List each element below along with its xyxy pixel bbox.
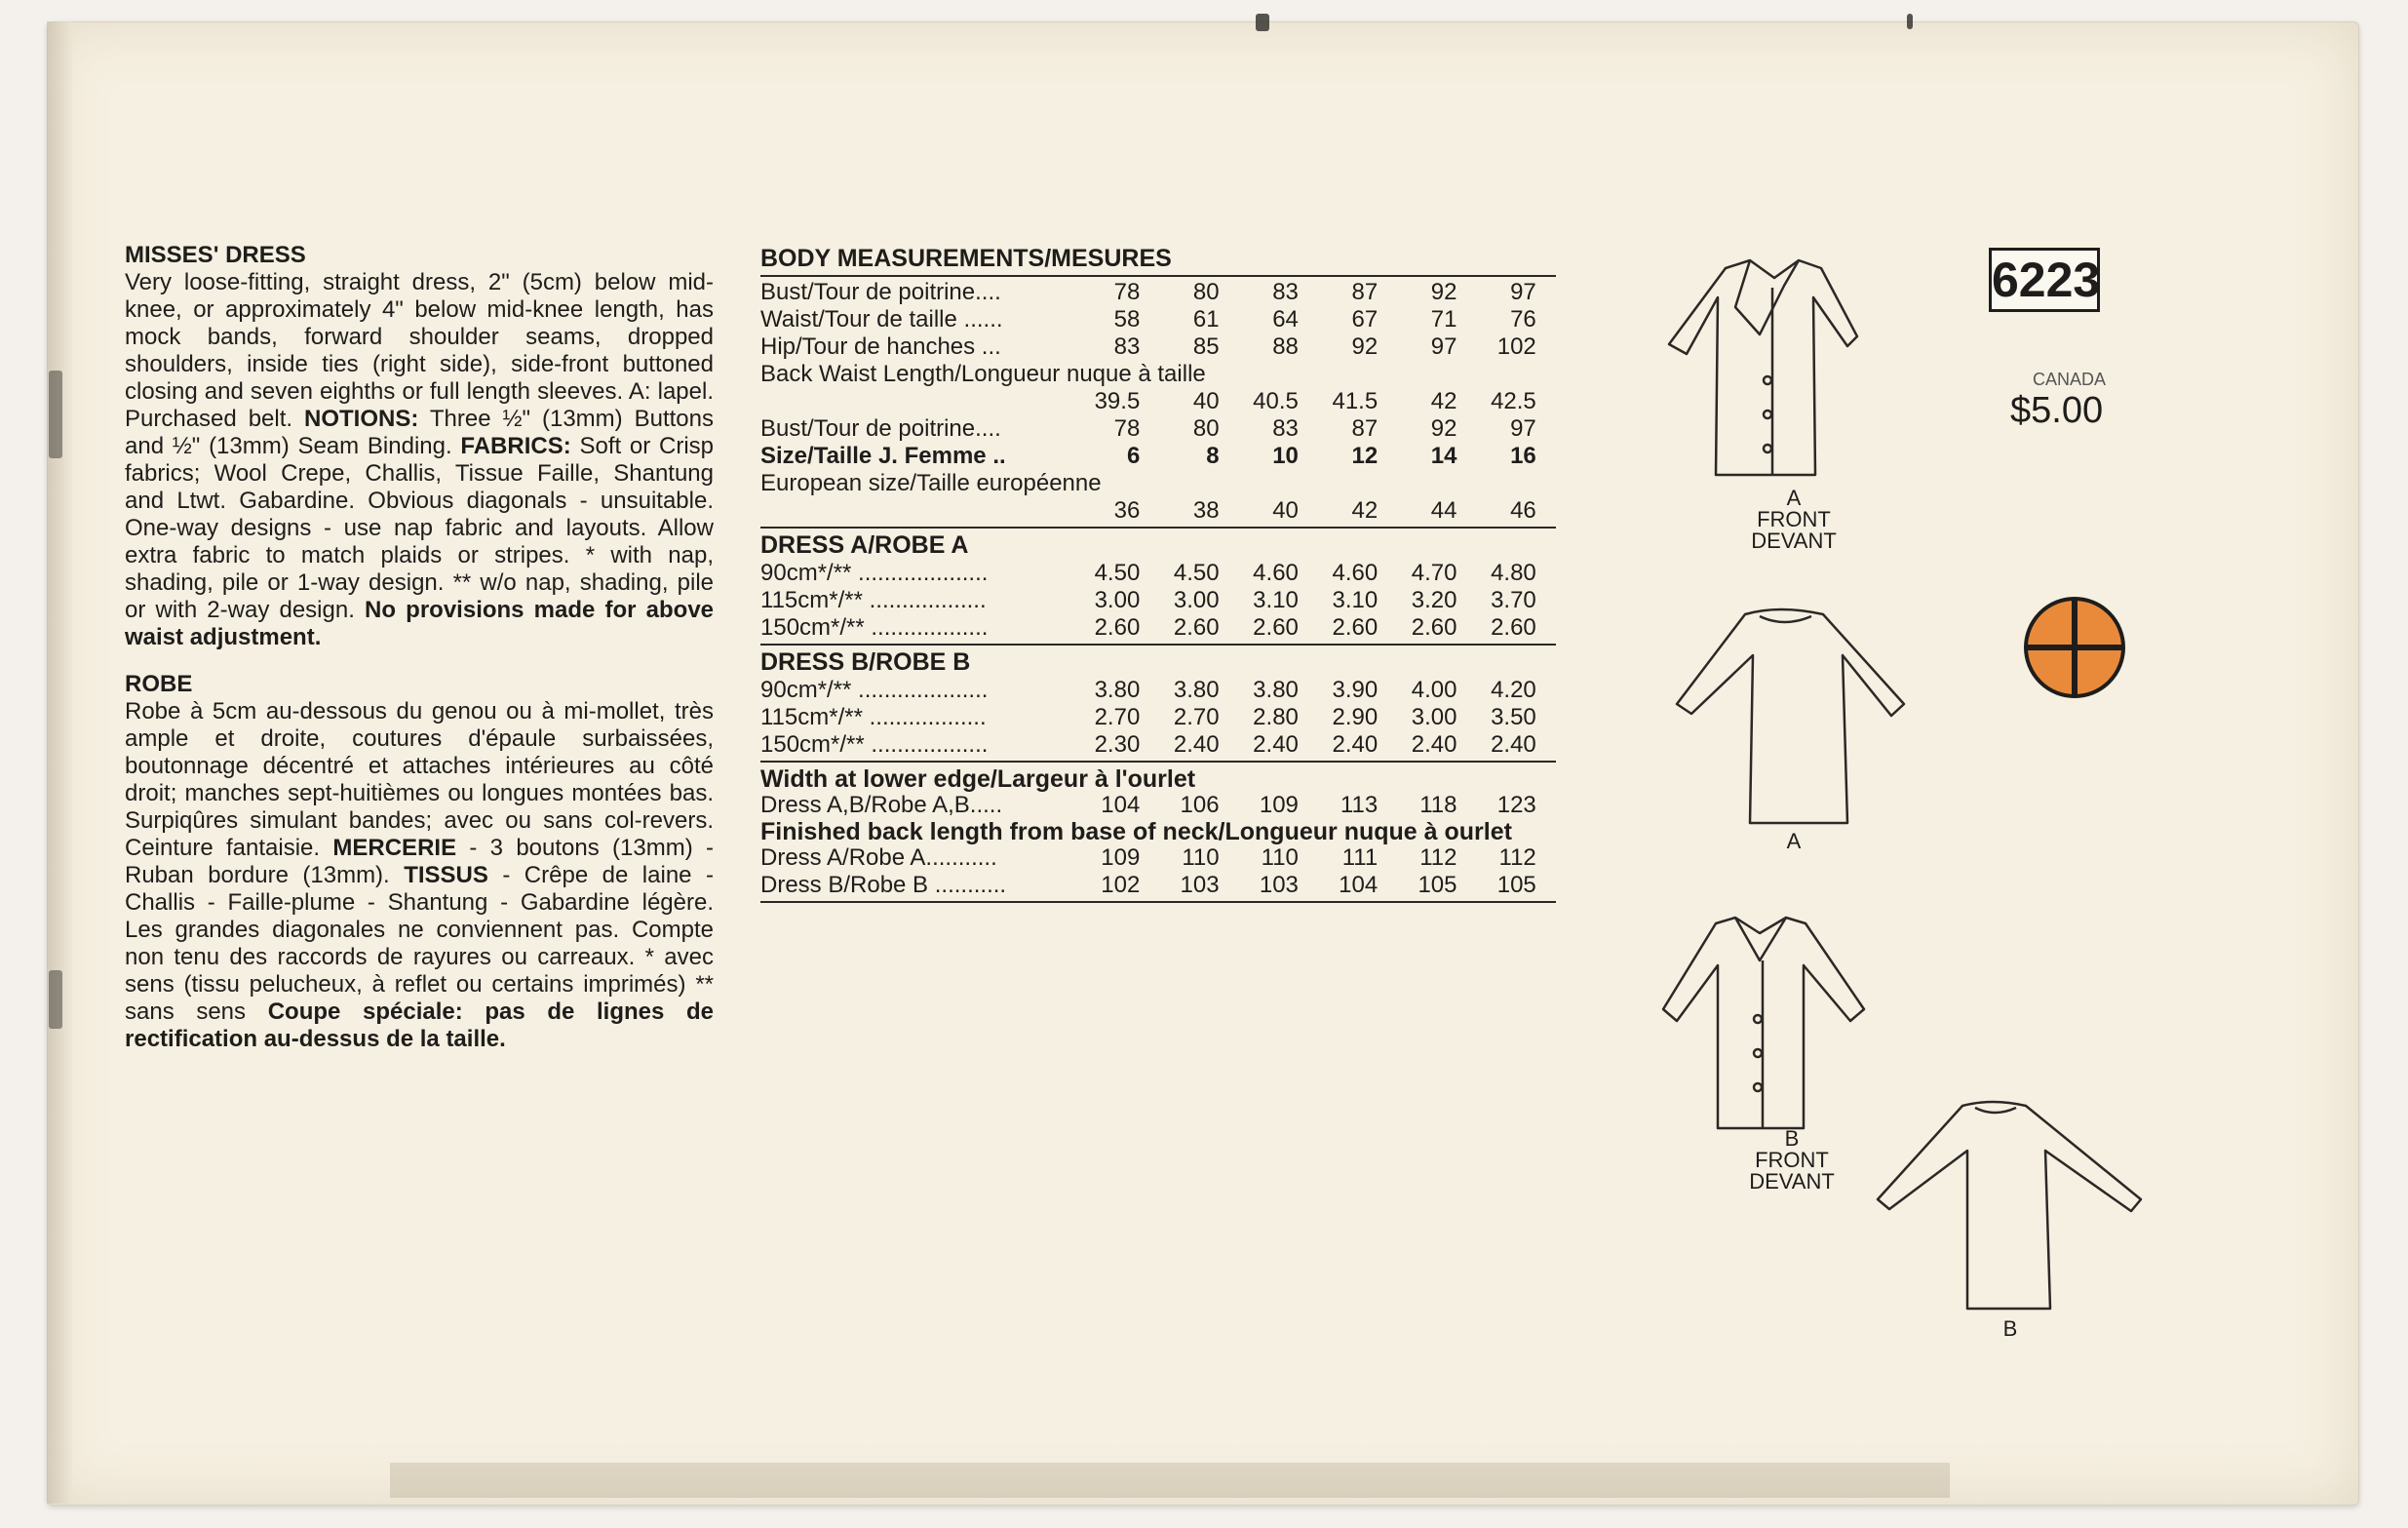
table-cell: 92 <box>1430 279 1457 305</box>
dress-title: MISSES' DRESS <box>125 242 306 268</box>
crosshair-logo-icon <box>2024 597 2125 698</box>
mercerie-text: - 3 boutons (13mm) - Ruban bordure (13mm). <box>125 835 715 888</box>
edge-stain <box>49 970 62 1029</box>
robe-description-text: Robe à 5cm au-dessous du genou ou à mi-mollet, très ample et droite, coutures d'épaule surbaissées, boutonnage décentré et attaches intérieures au côté droit; manches sept-huitièmes ou longues montées bas. Surpiqûres simulant bandes; avec ou sans col-revers. Ceinture fantaisie. <box>125 698 714 861</box>
table-cell: 83 <box>1272 415 1299 442</box>
caption-b-front <box>1733 1128 1850 1193</box>
table-cell: 46 <box>1510 497 1536 524</box>
table-cell: 3.20 <box>1411 587 1457 613</box>
price: $5.00 <box>2010 390 2104 431</box>
caption-devant: DEVANT <box>1751 529 1837 553</box>
table-cell: 39.5 <box>1094 388 1141 414</box>
table-row <box>760 279 1556 306</box>
row-values <box>1061 306 1556 333</box>
row-label: 115cm*/** .................. <box>760 587 987 613</box>
dress-description <box>125 269 714 651</box>
table-cell: 40.5 <box>1253 388 1299 414</box>
table-cell: 2.70 <box>1173 704 1220 730</box>
table-cell: 3.00 <box>1411 704 1457 730</box>
table-cell: 58 <box>1113 306 1141 333</box>
measurements-table <box>760 244 1556 905</box>
row-values <box>1061 497 1556 525</box>
table-cell: 4.00 <box>1411 677 1457 703</box>
table-cell: 2.40 <box>1411 731 1457 758</box>
table-cell: 2.60 <box>1173 614 1220 641</box>
table-cell: 102 <box>1101 872 1141 898</box>
table-cell: 112 <box>1498 844 1536 871</box>
table-cell: 78 <box>1113 279 1141 305</box>
table-row <box>760 415 1556 443</box>
table-cell: 41.5 <box>1332 388 1379 414</box>
table-cell: 2.60 <box>1491 614 1536 641</box>
table-cell: 61 <box>1192 306 1220 333</box>
caption-devant: DEVANT <box>1749 1169 1835 1194</box>
table-cell: 83 <box>1272 279 1299 305</box>
table-cell: 4.50 <box>1173 560 1220 586</box>
body-measurements-title: BODY MEASUREMENTS/MESURES <box>760 245 1172 272</box>
table-row <box>760 443 1556 470</box>
caption-view-letter: B <box>1784 1126 1800 1151</box>
table-cell: 97 <box>1430 333 1457 360</box>
row-label: 90cm*/** .................... <box>760 677 989 703</box>
table-cell: 42 <box>1430 388 1457 414</box>
dress-a-title: DRESS A/ROBE A <box>760 531 969 559</box>
row-label: Bust/Tour de poitrine.... <box>760 279 1001 305</box>
table-cell: 103 <box>1259 872 1299 898</box>
table-cell: 4.70 <box>1411 560 1457 586</box>
table-row <box>760 560 1556 587</box>
table-cell: 3.80 <box>1173 677 1220 703</box>
table-cell: 44 <box>1430 497 1457 524</box>
table-row <box>760 872 1556 899</box>
row-label: Bust/Tour de poitrine.... <box>760 415 1001 442</box>
table-cell: 6 <box>1126 443 1141 469</box>
table-cell: 2.60 <box>1411 614 1457 641</box>
table-cell: 118 <box>1419 792 1457 818</box>
fabrics-label: FABRICS: <box>460 433 571 459</box>
coupe-speciale-note: Coupe spéciale: pas de lignes de rectification au-dessus de la taille. <box>125 999 715 1052</box>
table-row <box>760 731 1556 759</box>
fold-shadow <box>390 1463 1950 1498</box>
tissus-label: TISSUS <box>404 862 488 888</box>
pattern-number: 6223 <box>1989 248 2100 312</box>
table-row <box>760 844 1556 872</box>
table-cell: 10 <box>1272 443 1299 469</box>
table-cell: 83 <box>1113 333 1141 360</box>
back-waist-label: Back Waist Length/Longueur nuque à taille <box>760 361 1206 387</box>
row-values <box>1061 872 1556 899</box>
envelope-edge-shadow <box>47 21 72 1504</box>
table-cell: 85 <box>1192 333 1220 360</box>
robe-title: ROBE <box>125 671 193 697</box>
table-cell: 2.90 <box>1332 704 1379 730</box>
table-cell: 104 <box>1101 792 1141 818</box>
table-cell: 4.50 <box>1094 560 1141 586</box>
table-cell: 103 <box>1180 872 1220 898</box>
table-cell: 67 <box>1351 306 1379 333</box>
dress-b-back-sketch <box>1870 1092 2148 1316</box>
row-values <box>1061 279 1556 306</box>
notions-text: Three ½" (13mm) Buttons and ½" (13mm) Seam Binding. <box>125 406 714 459</box>
row-values <box>1061 443 1556 470</box>
table-cell: 105 <box>1496 872 1536 898</box>
row-values <box>1061 614 1556 642</box>
row-label: 150cm*/** .................. <box>760 614 989 641</box>
table-cell: 14 <box>1430 443 1457 469</box>
row-label: Dress A,B/Robe A,B..... <box>760 792 1003 818</box>
table-cell: 88 <box>1272 333 1299 360</box>
table-cell: 92 <box>1351 333 1379 360</box>
row-label: Size/Taille J. Femme .. <box>760 443 1006 469</box>
table-row <box>760 677 1556 704</box>
instructions-column <box>125 242 714 1053</box>
table-row <box>760 306 1556 333</box>
table-cell: 3.00 <box>1173 587 1220 613</box>
table-cell: 110 <box>1261 844 1299 871</box>
dress-a-back-sketch <box>1667 597 1911 831</box>
table-cell: 4.80 <box>1491 560 1536 586</box>
table-cell: 123 <box>1496 792 1536 818</box>
table-row <box>760 333 1556 361</box>
mercerie-label: MERCERIE <box>332 835 457 861</box>
table-cell: 2.40 <box>1491 731 1536 758</box>
table-cell: 97 <box>1510 415 1536 442</box>
table-cell: 87 <box>1351 415 1379 442</box>
width-title: Width at lower edge/Largeur à l'ourlet <box>760 765 1196 793</box>
table-cell: 109 <box>1101 844 1141 871</box>
table-cell: 2.40 <box>1173 731 1220 758</box>
table-cell: 2.70 <box>1094 704 1141 730</box>
table-cell: 80 <box>1192 279 1220 305</box>
table-cell: 42 <box>1351 497 1379 524</box>
table-cell: 106 <box>1180 792 1220 818</box>
row-values <box>1061 704 1556 731</box>
dress-b-front-sketch <box>1648 912 1872 1138</box>
row-values <box>1061 333 1556 361</box>
notions-label: NOTIONS: <box>304 406 419 432</box>
table-cell: 4.60 <box>1332 560 1379 586</box>
table-cell: 2.30 <box>1094 731 1141 758</box>
table-cell: 3.80 <box>1094 677 1141 703</box>
table-cell: 2.60 <box>1253 614 1299 641</box>
table-cell: 40 <box>1272 497 1299 524</box>
caption-front: FRONT <box>1755 1148 1829 1172</box>
row-label: Waist/Tour de taille ...... <box>760 306 1003 333</box>
table-cell: 64 <box>1272 306 1299 333</box>
edge-stain <box>49 371 62 458</box>
caption-b-back: B <box>2002 1316 2018 1341</box>
row-label: Dress B/Robe B ........... <box>760 872 1007 898</box>
table-row <box>760 792 1556 819</box>
table-cell: 4.20 <box>1491 677 1536 703</box>
dress-b-title: DRESS B/ROBE B <box>760 648 971 676</box>
dress-description-text: Very loose-fitting, straight dress, 2" (5cm) below mid-knee, or approximately 4" below mid-knee length, has mock bands, forward shoulder seams, dropped shoulders, inside ties (right side), side-front buttoned closing and seven eighths or full length sleeves. A: lapel. Purchased belt. <box>125 269 714 432</box>
table-cell: 92 <box>1430 415 1457 442</box>
table-cell: 3.90 <box>1332 677 1379 703</box>
table-row <box>760 497 1556 525</box>
table-cell: 3.80 <box>1253 677 1299 703</box>
row-label: Hip/Tour de hanches ... <box>760 333 1001 360</box>
caption-a-back: A <box>1786 829 1802 853</box>
row-values <box>1061 560 1556 587</box>
table-cell: 80 <box>1192 415 1220 442</box>
table-cell: 104 <box>1339 872 1379 898</box>
table-cell: 110 <box>1182 844 1220 871</box>
country-label: CANADA <box>2033 370 2107 389</box>
no-provisions-note: No provisions made for above waist adjustment. <box>125 597 715 650</box>
row-label: 150cm*/** .................. <box>760 731 989 758</box>
table-cell: 40 <box>1192 388 1220 414</box>
table-cell: 8 <box>1206 443 1220 469</box>
table-cell: 2.60 <box>1094 614 1141 641</box>
table-cell: 78 <box>1113 415 1141 442</box>
table-row <box>760 388 1556 415</box>
table-cell: 109 <box>1259 792 1299 818</box>
table-cell: 71 <box>1430 306 1457 333</box>
table-cell: 3.10 <box>1253 587 1299 613</box>
row-values <box>1061 587 1556 614</box>
table-cell: 12 <box>1351 443 1379 469</box>
row-label: Dress A/Robe A........... <box>760 844 997 871</box>
row-label: 90cm*/** .................... <box>760 560 989 586</box>
table-cell: 2.80 <box>1253 704 1299 730</box>
dress-a-front-sketch <box>1657 249 1872 488</box>
table-cell: 87 <box>1351 279 1379 305</box>
row-values <box>1061 677 1556 704</box>
table-cell: 2.60 <box>1332 614 1379 641</box>
table-cell: 2.40 <box>1332 731 1379 758</box>
row-values <box>1061 731 1556 759</box>
tape-mark <box>1256 14 1269 31</box>
robe-description <box>125 698 714 1053</box>
table-cell: 113 <box>1340 792 1379 818</box>
table-cell: 42.5 <box>1491 388 1536 414</box>
table-cell: 38 <box>1192 497 1220 524</box>
row-values <box>1061 388 1556 415</box>
table-cell: 2.40 <box>1253 731 1299 758</box>
table-row <box>760 587 1556 614</box>
row-values <box>1061 792 1556 819</box>
table-cell: 3.50 <box>1491 704 1536 730</box>
finished-length-title: Finished back length from base of neck/Longueur nuque à ourlet <box>760 818 1512 845</box>
table-cell: 97 <box>1510 279 1536 305</box>
table-cell: 112 <box>1419 844 1457 871</box>
table-cell: 111 <box>1341 844 1379 871</box>
table-cell: 3.10 <box>1332 587 1379 613</box>
table-cell: 102 <box>1496 333 1536 360</box>
caption-a-front <box>1735 488 1852 552</box>
row-values <box>1061 415 1556 443</box>
tape-mark <box>1907 14 1913 29</box>
table-cell: 16 <box>1510 443 1536 469</box>
table-cell: 4.60 <box>1253 560 1299 586</box>
row-values <box>1061 844 1556 872</box>
table-cell: 3.00 <box>1094 587 1141 613</box>
fabrics-text: Soft or Crisp fabrics; Wool Crepe, Challis, Tissue Faille, Shantung and Ltwt. Gabardine. Obvious diagonals - unsuitable. One-way designs - use nap fabric and layouts. Allow extra fabric to match plaids or stripes. * with nap, shading, pile or 1-way design. ** w/o nap, shading, pile or with 2-way design. <box>125 433 715 623</box>
table-cell: 105 <box>1418 872 1457 898</box>
euro-size-label: European size/Taille européenne <box>760 470 1102 496</box>
table-cell: 3.70 <box>1491 587 1536 613</box>
table-cell: 76 <box>1510 306 1536 333</box>
caption-view-letter: A <box>1786 486 1802 510</box>
row-label: 115cm*/** .................. <box>760 704 987 730</box>
table-row <box>760 614 1556 642</box>
caption-front: FRONT <box>1757 507 1831 531</box>
table-row <box>760 704 1556 731</box>
table-cell: 36 <box>1113 497 1141 524</box>
tissus-text: - Crêpe de laine - Challis - Faille-plume - Shantung - Gabardine légère. Les grandes diagonales ne conviennent pas. Compte non tenu des raccords de rayures ou carreaux. * avec sens (tissu pelucheux, à reflet ou certains imprimés) ** sans sens <box>125 862 714 1025</box>
